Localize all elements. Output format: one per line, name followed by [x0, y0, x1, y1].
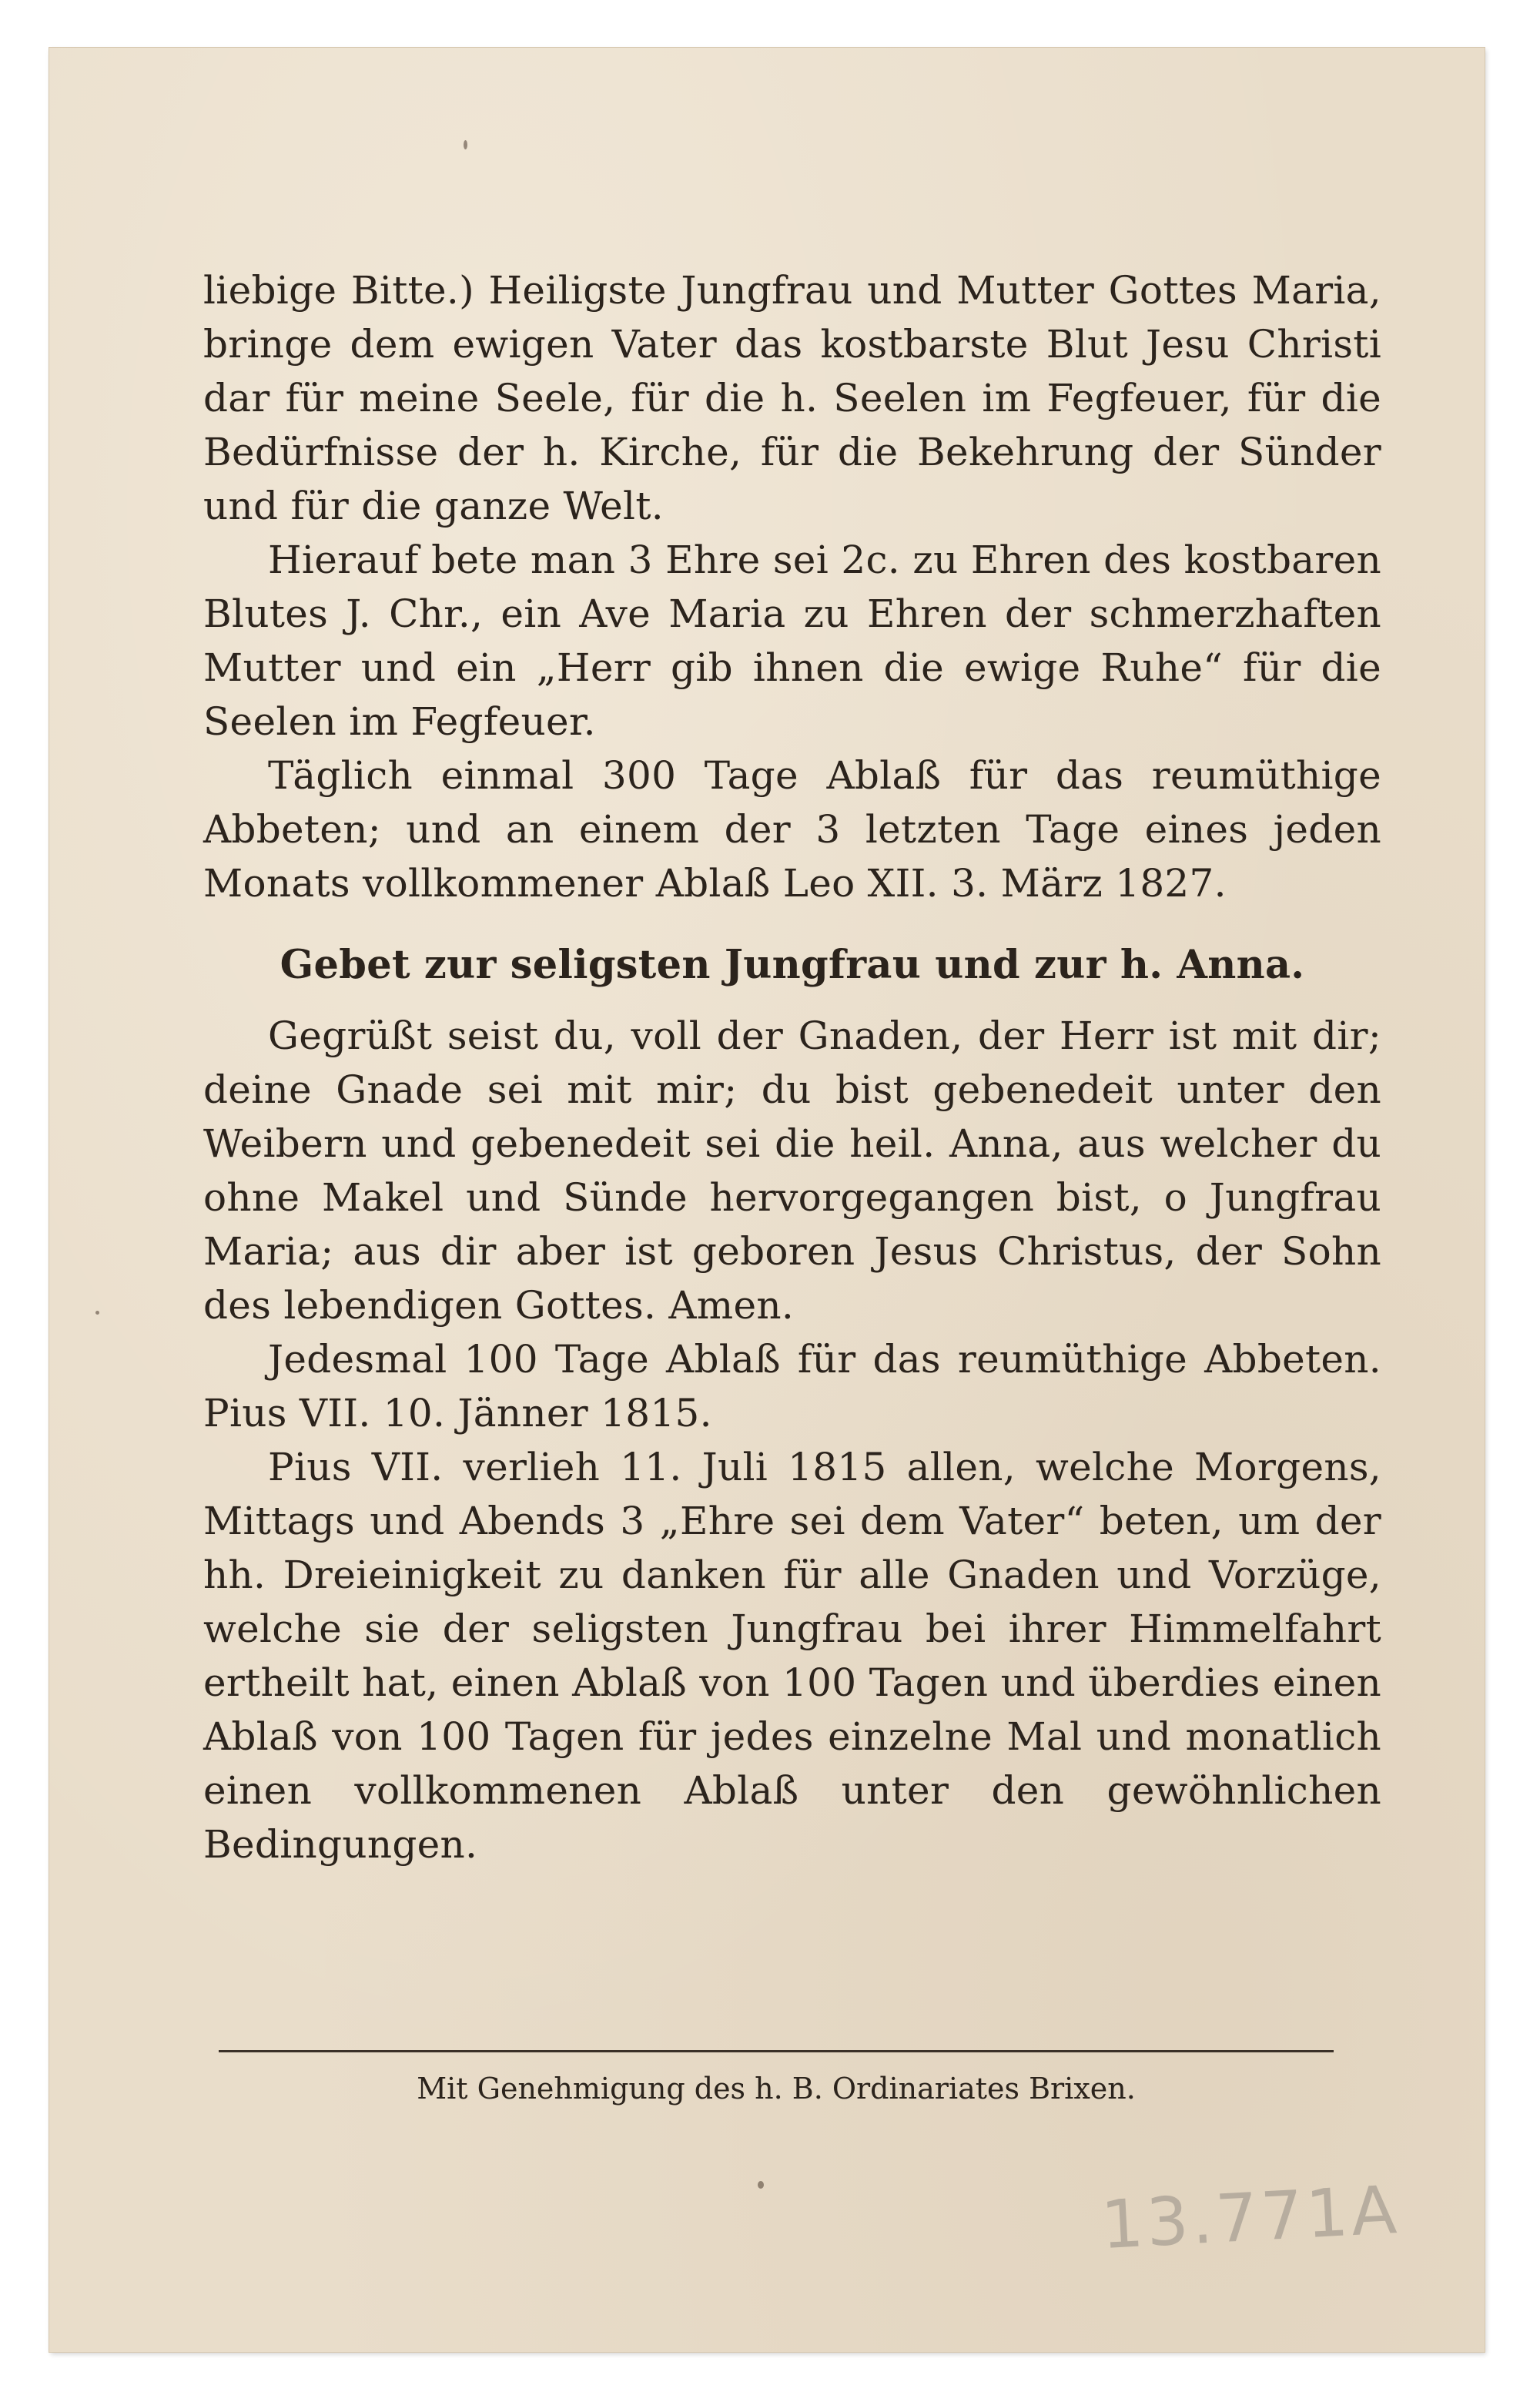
paper-speck: [464, 140, 467, 149]
divider-rule: [219, 2050, 1334, 2052]
archive-number-pencil: 13.771A: [1099, 2171, 1402, 2265]
prayer-card: [49, 48, 1485, 2352]
prayer-heading: Gebet zur seligsten Jungfrau und zur h. Anna.: [280, 942, 1305, 988]
paragraph-bitte: liebige Bitte.) Heiligste Jungfrau und Mutter Gottes Maria, bringe dem ewigen Vater das kostbarste Blut Jesu Christi dar für meine Seele, für die h. Seelen im Fegfeuer, für die Bedürfnisse der h. Kirche, für die Bekehrung der Sünder und für die ganze Welt.: [203, 268, 1381, 528]
paragraph-pius: Pius VII. verlieh 11. Juli 1815 allen, welche Morgens, Mittags und Abends 3 „Ehre sei dem Vater“ beten, um der hh. Dreieinigkeit zu danken für alle Gnaden und Vorzüge, welche sie der seligsten Jungfrau bei ihrer Himmelfahrt ertheilt hat, einen Ablaß von 100 Tagen und überdies einen Ablaß von 100 Tagen für jedes einzelne Mal und monatlich einen vollkommenen Ablaß unter den gewöhnlichen Bedingungen.: [203, 1445, 1381, 1867]
paragraph-jedesmal: Jedesmal 100 Tage Ablaß für das reumüthige Abbeten. Pius VII. 10. Jänner 1815.: [203, 1337, 1381, 1436]
paper-speck: [758, 2181, 764, 2189]
approval-footer: Mit Genehmigung des h. B. Ordinariates Brixen.: [417, 2072, 1136, 2106]
paragraph-gegruesst: Gegrüßt seist du, voll der Gnaden, der Herr ist mit dir; deine Gnade sei mit mir; du bist gebenedeit unter den Weibern und gebenedeit sei die heil. Anna, aus welcher du ohne Makel und Sünde hervorgegangen bist, o Jungfrau Maria; aus dir aber ist geboren Jesus Christus, der Sohn des lebendigen Gottes. Amen.: [203, 1013, 1381, 1328]
card-text-block: [203, 263, 1381, 1871]
paragraph-ablass-leo: Täglich einmal 300 Tage Ablaß für das reumüthige Abbeten; und an einem der 3 letzten Tage eines jeden Monats vollkommener Ablaß Leo XII. 3. März 1827.: [203, 753, 1381, 906]
paper-speck: [95, 1311, 99, 1315]
paragraph-hierauf: Hierauf bete man 3 Ehre sei 2c. zu Ehren des kostbaren Blutes J. Chr., ein Ave Maria zu Ehren der schmerzhaften Mutter und ein „Herr gib ihnen die ewige Ruhe“ für die Seelen im Fegfeuer.: [203, 538, 1381, 744]
